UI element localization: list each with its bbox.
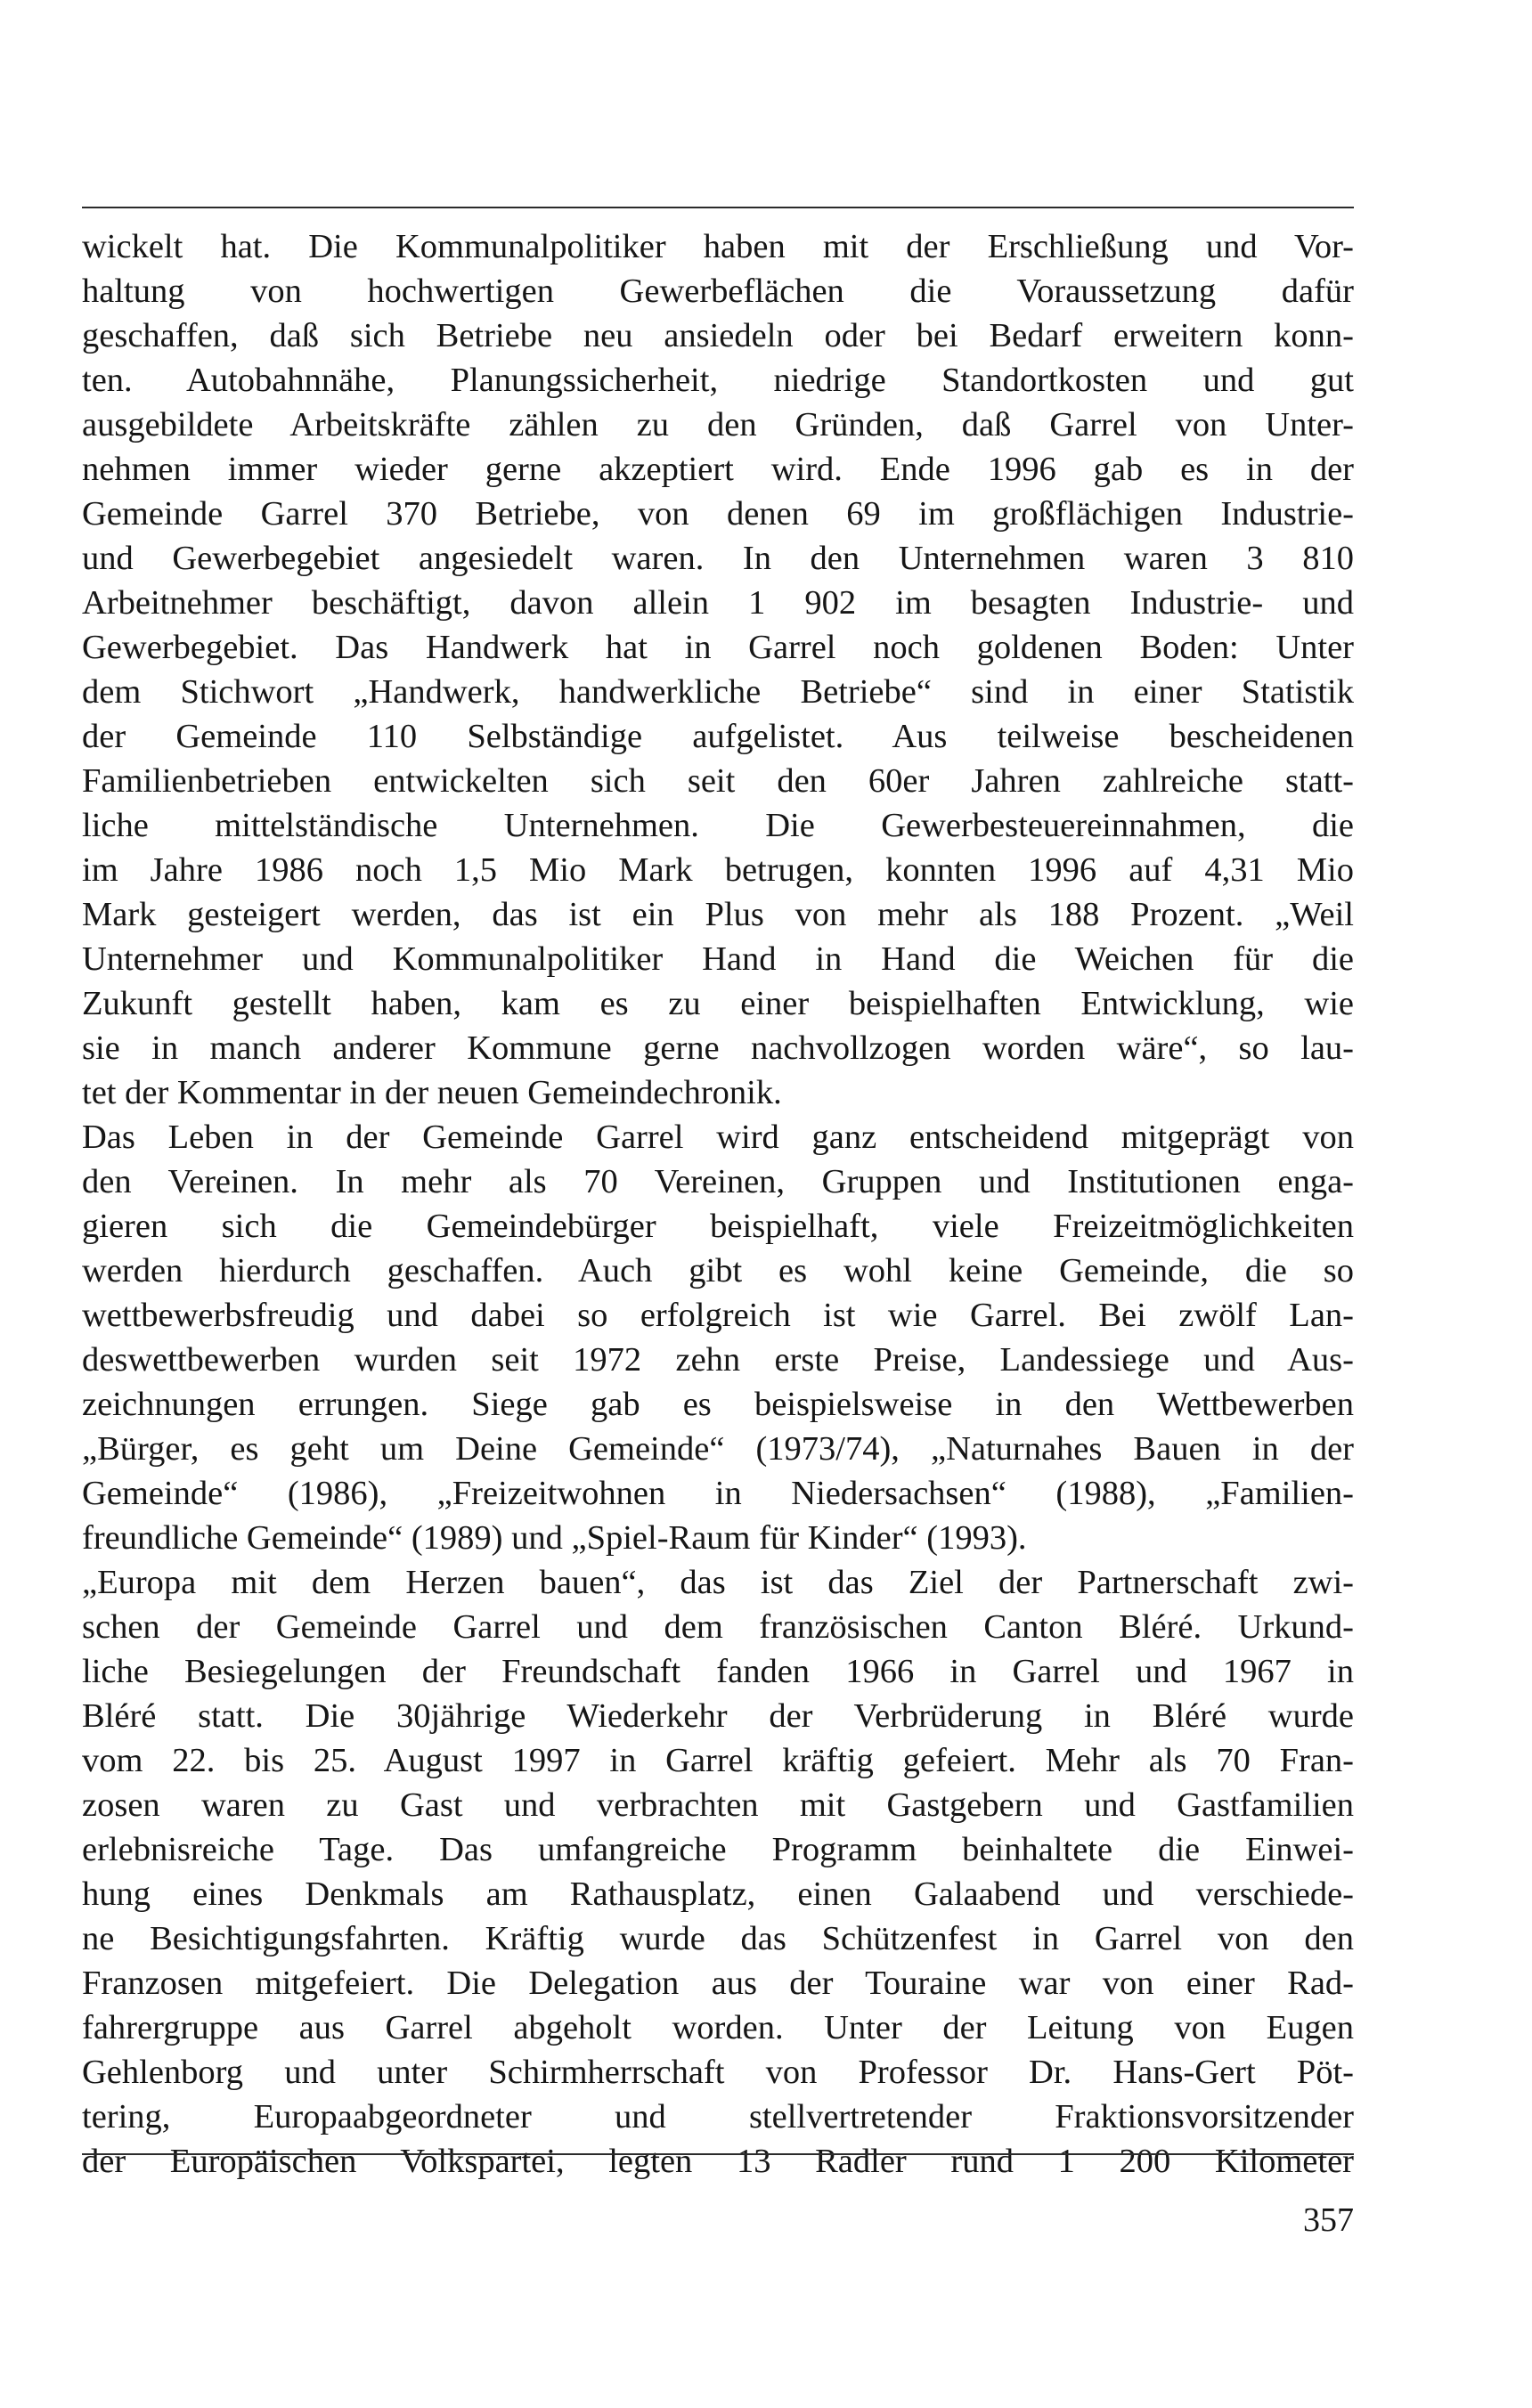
text-line: liche mittelständische Unternehmen. Die Gewerbesteuereinnahmen, die: [82, 807, 1354, 844]
text-line: gieren sich die Gemeindebürger beispielhaft, viele Freizeitmöglichkeiten: [82, 1208, 1354, 1245]
text-line: vom 22. bis 25. August 1997 in Garrel kräftig gefeiert. Mehr als 70 Fran-: [82, 1742, 1354, 1779]
text-line: liche Besiegelungen der Freundschaft fanden 1966 in Garrel und 1967 in: [82, 1653, 1354, 1690]
text-line: erlebnisreiche Tage. Das umfangreiche Programm beinhaltete die Einwei-: [82, 1831, 1354, 1868]
text-line: Gemeinde Garrel 370 Betriebe, von denen 69 im großflächigen Industrie-: [82, 495, 1354, 533]
paragraph: [82, 1115, 1354, 1560]
text-line: Mark gesteigert werden, das ist ein Plus von mehr als 188 Prozent. „Weil: [82, 896, 1354, 933]
text-line: der Europäischen Volkspartei, legten 13 Radler rund 1 200 Kilometer: [82, 2143, 1354, 2180]
top-rule: [82, 207, 1354, 208]
text-line: zosen waren zu Gast und verbrachten mit Gastgebern und Gastfamilien: [82, 1786, 1354, 1824]
text-line: Gemeinde“ (1986), „Freizeitwohnen in Niedersachsen“ (1988), „Familien-: [82, 1475, 1354, 1512]
text-line: hung eines Denkmals am Rathausplatz, einen Galaabend und verschiede-: [82, 1875, 1354, 1913]
text-line: Arbeitnehmer beschäftigt, davon allein 1 902 im besagten Industrie- und: [82, 584, 1354, 622]
text-line: „Bürger, es geht um Deine Gemeinde“ (1973/74), „Naturnahes Bauen in der: [82, 1430, 1354, 1468]
text-line: Familienbetrieben entwickelten sich seit den 60er Jahren zahlreiche statt-: [82, 762, 1354, 800]
text-line: freundliche Gemeinde“ (1989) und „Spiel-Raum für Kinder“ (1993).: [82, 1519, 1027, 1557]
text-line: tering, Europaabgeordneter und stellvertretender Fraktionsvorsitzender: [82, 2098, 1354, 2135]
text-line: fahrergruppe aus Garrel abgeholt worden. Unter der Leitung von Eugen: [82, 2009, 1354, 2046]
text-line: Unternehmer und Kommunalpolitiker Hand in Hand die Weichen für die: [82, 940, 1354, 978]
text-line: werden hierdurch geschaffen. Auch gibt es wohl keine Gemeinde, die so: [82, 1252, 1354, 1289]
text-line: Bléré statt. Die 30jährige Wiederkehr der Verbrüderung in Bléré wurde: [82, 1697, 1354, 1735]
text-line: haltung von hochwertigen Gewerbeflächen die Voraussetzung dafür: [82, 273, 1354, 310]
paragraph: [82, 1560, 1354, 2184]
page-number: 357: [1303, 2201, 1354, 2239]
text-line: ausgebildete Arbeitskräfte zählen zu den Gründen, daß Garrel von Unter-: [82, 406, 1354, 443]
text-line: Das Leben in der Gemeinde Garrel wird ganz entscheidend mitgeprägt von: [82, 1119, 1354, 1156]
text-line: Gewerbegebiet. Das Handwerk hat in Garrel noch goldenen Boden: Unter: [82, 629, 1354, 666]
text-line: Zukunft gestellt haben, kam es zu einer beispielhaften Entwicklung, wie: [82, 985, 1354, 1022]
text-line: wettbewerbsfreudig und dabei so erfolgreich ist wie Garrel. Bei zwölf Lan-: [82, 1297, 1354, 1334]
text-line: wickelt hat. Die Kommunalpolitiker haben mit der Erschließung und Vor-: [82, 228, 1354, 265]
text-line: ten. Autobahnnähe, Planungssicherheit, niedrige Standortkosten und gut: [82, 362, 1354, 399]
text-line: dem Stichwort „Handwerk, handwerkliche Betriebe“ sind in einer Statistik: [82, 673, 1354, 711]
text-line: und Gewerbegebiet angesiedelt waren. In den Unternehmen waren 3 810: [82, 540, 1354, 577]
text-line: zeichnungen errungen. Siege gab es beispielsweise in den Wettbewerben: [82, 1386, 1354, 1423]
text-line: nehmen immer wieder gerne akzeptiert wird. Ende 1996 gab es in der: [82, 451, 1354, 488]
body-text: [82, 224, 1354, 2184]
bottom-rule: [82, 2153, 1354, 2155]
text-line: im Jahre 1986 noch 1,5 Mio Mark betrugen, konnten 1996 auf 4,31 Mio: [82, 851, 1354, 889]
paragraph: [82, 224, 1354, 1115]
text-line: den Vereinen. In mehr als 70 Vereinen, Gruppen und Institutionen enga-: [82, 1163, 1354, 1200]
text-line: sie in manch anderer Kommune gerne nachvollzogen worden wäre“, so lau-: [82, 1029, 1354, 1067]
text-line: deswettbewerben wurden seit 1972 zehn erste Preise, Landessiege und Aus-: [82, 1341, 1354, 1379]
text-line: „Europa mit dem Herzen bauen“, das ist das Ziel der Partnerschaft zwi-: [82, 1564, 1354, 1601]
text-line: schen der Gemeinde Garrel und dem französischen Canton Bléré. Urkund-: [82, 1608, 1354, 1646]
text-line: ne Besichtigungsfahrten. Kräftig wurde das Schützenfest in Garrel von den: [82, 1920, 1354, 1957]
text-line: geschaffen, daß sich Betriebe neu ansiedeln oder bei Bedarf erweitern konn-: [82, 317, 1354, 354]
text-line: tet der Kommentar in der neuen Gemeindechronik.: [82, 1074, 782, 1111]
text-line: Gehlenborg und unter Schirmherrschaft von Professor Dr. Hans-Gert Pöt-: [82, 2054, 1354, 2091]
text-line: der Gemeinde 110 Selbständige aufgelistet. Aus teilweise bescheidenen: [82, 718, 1354, 755]
text-line: Franzosen mitgefeiert. Die Delegation aus der Touraine war von einer Rad-: [82, 1965, 1354, 2002]
